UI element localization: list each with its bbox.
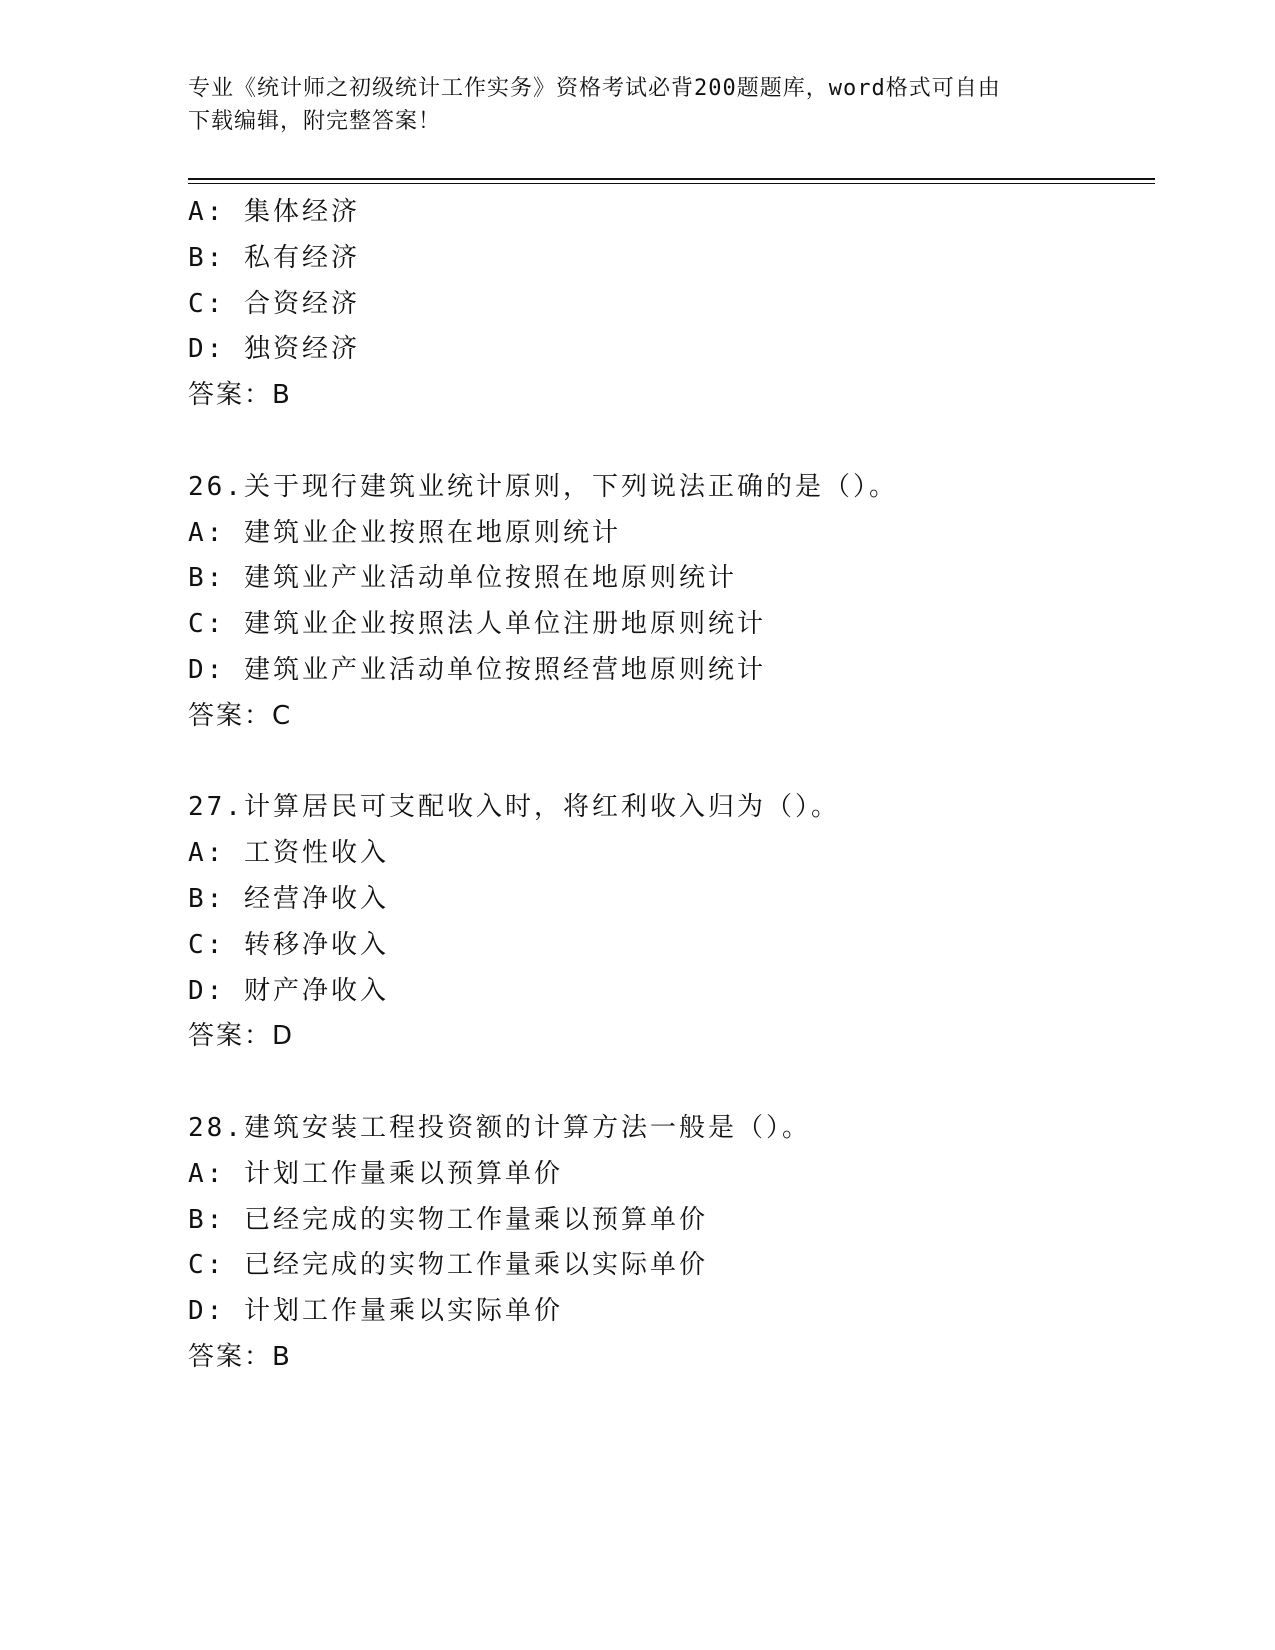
option-c: C: 合资经济 <box>188 288 360 319</box>
header-line-1: 专业《统计师之初级统计工作实务》资格考试必背200题题库，word格式可自由 <box>188 76 1001 101</box>
answer-line: 答案：B <box>188 380 292 411</box>
answer-line: 答案：C <box>188 700 293 731</box>
option-b: B: 经营净收入 <box>188 883 389 914</box>
option-c: C: 已经完成的实物工作量乘以实际单价 <box>188 1250 708 1281</box>
question-stem: 26.关于现行建筑业统计原则，下列说法正确的是（）。 <box>188 471 898 502</box>
answer-line: 答案：D <box>188 1021 295 1052</box>
answer-line: 答案：B <box>188 1341 292 1372</box>
question-stem: 27.计算居民可支配收入时，将红利收入归为（）。 <box>188 792 840 823</box>
question-26 <box>188 465 1148 740</box>
option-a: A: 集体经济 <box>188 197 360 227</box>
option-b: B: 私有经济 <box>188 242 360 273</box>
question-gap <box>188 419 1148 465</box>
document-header <box>188 72 1088 138</box>
option-a: A: 工资性收入 <box>188 838 389 869</box>
option-c: C: 建筑业企业按照法人单位注册地原则统计 <box>188 609 766 640</box>
option-d: D: 计划工作量乘以实际单价 <box>188 1296 563 1327</box>
question-list <box>188 190 1148 1381</box>
header-divider <box>188 178 1155 184</box>
option-d: D: 建筑业产业活动单位按照经营地原则统计 <box>188 654 766 685</box>
option-a: A: 计划工作量乘以预算单价 <box>188 1158 563 1189</box>
question-28 <box>188 1106 1148 1381</box>
question-gap <box>188 740 1148 786</box>
option-a: A: 建筑业企业按照在地原则统计 <box>188 517 621 548</box>
question-25-continued <box>188 190 1148 419</box>
option-c: C: 转移净收入 <box>188 929 389 960</box>
question-stem: 28.建筑安装工程投资额的计算方法一般是（）。 <box>188 1112 811 1143</box>
option-b: B: 建筑业产业活动单位按照在地原则统计 <box>188 563 737 594</box>
option-b: B: 已经完成的实物工作量乘以预算单价 <box>188 1204 708 1235</box>
option-d: D: 独资经济 <box>188 334 360 365</box>
option-d: D: 财产净收入 <box>188 975 389 1006</box>
header-line-2: 下载编辑，附完整答案！ <box>188 109 442 134</box>
question-gap <box>188 1060 1148 1106</box>
question-27 <box>188 785 1148 1060</box>
